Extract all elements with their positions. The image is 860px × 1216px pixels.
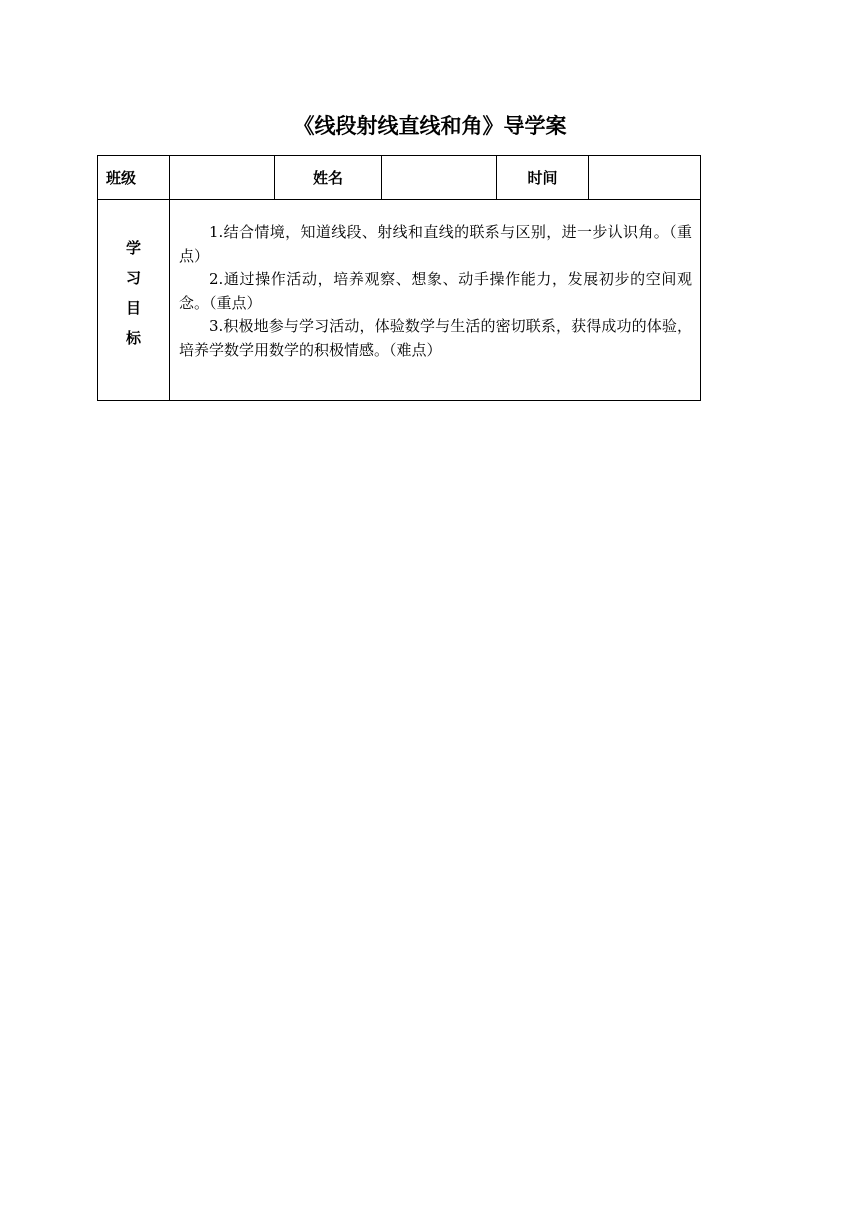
objective-item: 1.结合情境，知道线段、射线和直线的联系与区别，进一步认识角。（重点） (179, 223, 692, 265)
objectives-content (170, 200, 701, 401)
class-value-field[interactable] (170, 156, 275, 200)
objectives-label (98, 200, 170, 401)
class-label: 班级 (98, 156, 170, 200)
time-value-field[interactable] (589, 156, 701, 200)
objectives-row (98, 200, 701, 401)
objectives-label-char: 目 (125, 299, 141, 317)
objective-item: 2.通过操作活动，培养观察、想象、动手操作能力，发展初步的空间观念。（重点） (179, 270, 692, 312)
guide-table (97, 155, 701, 401)
name-label: 姓名 (275, 156, 382, 200)
name-value-field[interactable] (382, 156, 497, 200)
objectives-label-char: 习 (125, 269, 141, 287)
objectives-label-char: 标 (125, 329, 141, 347)
objectives-label-char: 学 (125, 239, 141, 257)
document-title: 《线段射线直线和角》导学案 (293, 114, 567, 138)
objective-item: 3.积极地参与学习活动，体验数学与生活的密切联系，获得成功的体验，培养学数学用数学的积极情感。（难点） (179, 317, 692, 359)
time-label: 时间 (497, 156, 589, 200)
header-row (98, 156, 701, 200)
